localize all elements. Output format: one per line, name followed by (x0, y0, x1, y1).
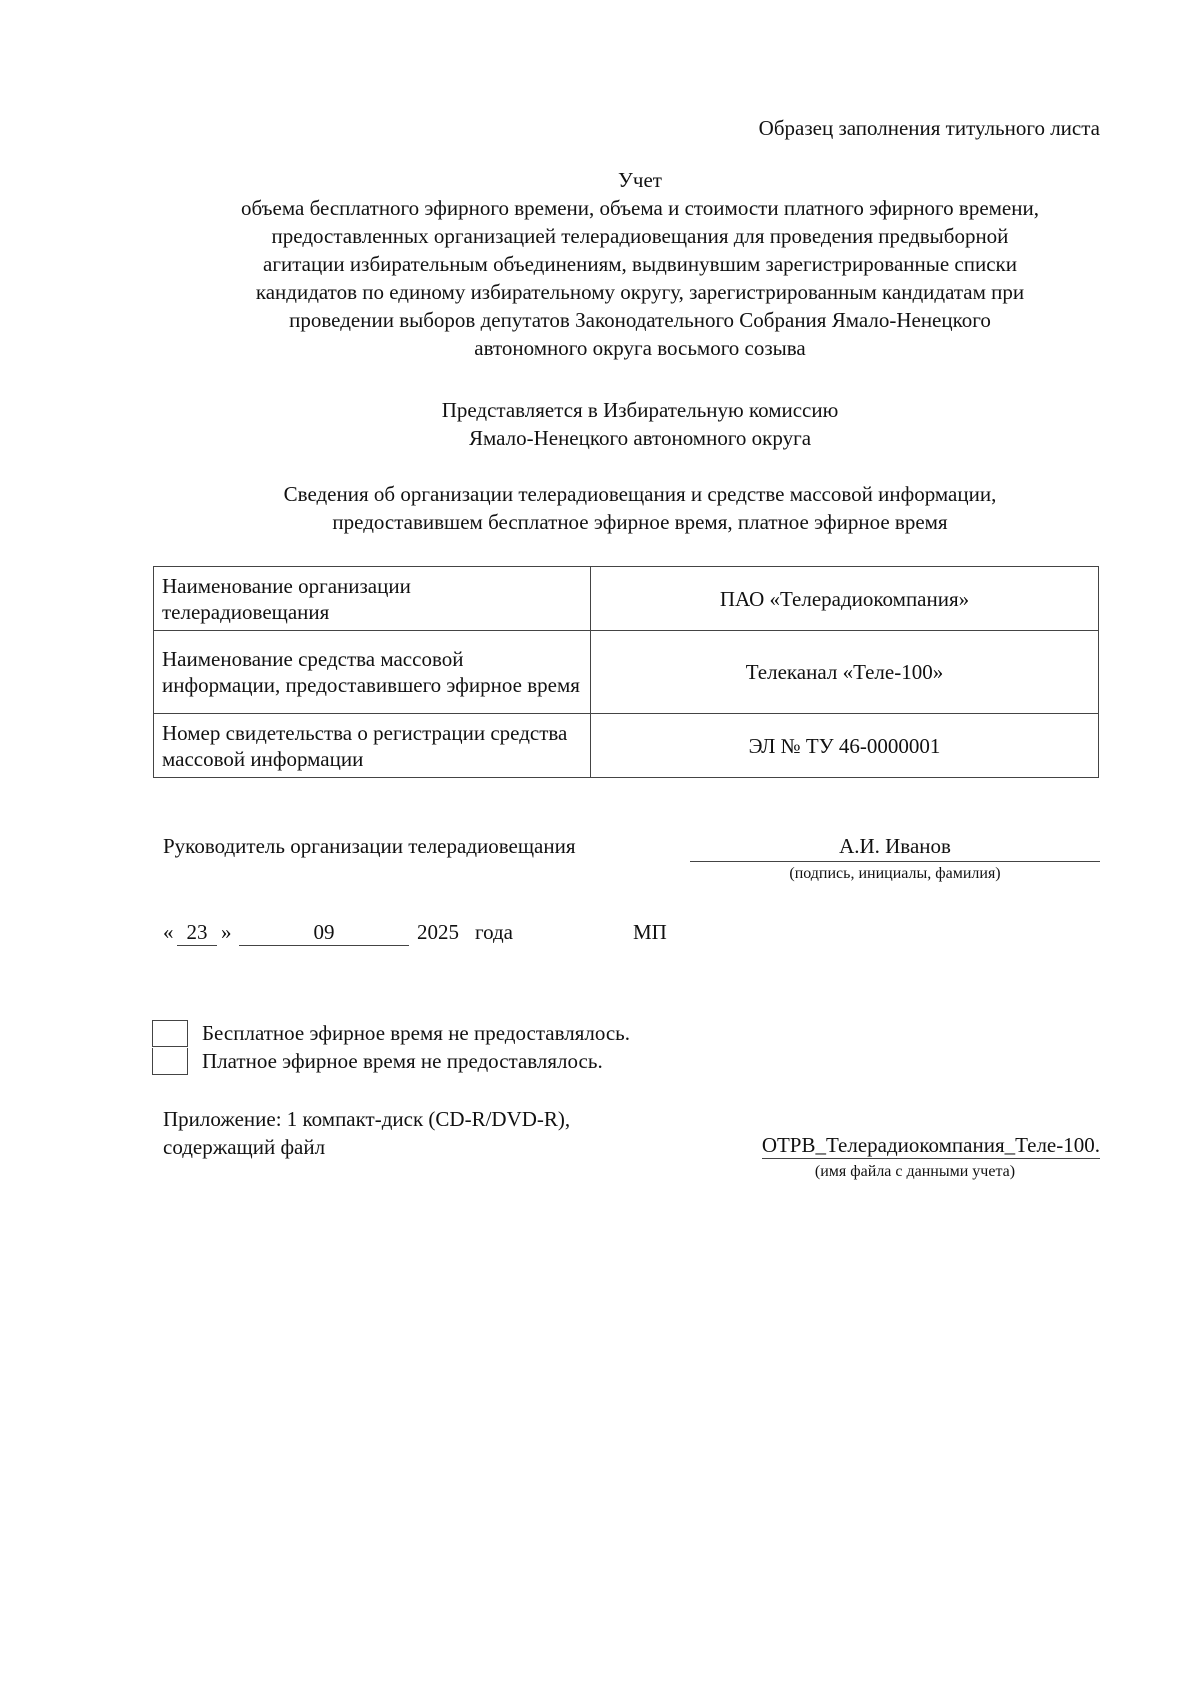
table-label-cell: Номер свидетельства о регистрации средства массовой информации (154, 714, 591, 778)
table-row (154, 631, 1099, 714)
heading-line: агитации избирательным объединениям, выдвинувшим зарегистрированные списки (263, 252, 1017, 276)
head-signature-name: А.И. Иванов (690, 834, 1100, 862)
date-open-quote: « (163, 920, 174, 944)
info-heading-line: предоставившем бесплатное эфирное время, платное эфирное время (332, 510, 948, 534)
heading-line: предоставленных организацией телерадиовещания для проведения предвыборной (271, 224, 1009, 248)
head-signature-label: Руководитель организации телерадиовещания (163, 834, 576, 858)
head-signature-caption: (подпись, инициалы, фамилия) (789, 865, 1001, 882)
file-name-caption: (имя файла с данными учета) (814, 1163, 1016, 1180)
table-row (154, 714, 1099, 778)
info-table (153, 566, 1099, 778)
free-airtime-checkbox[interactable] (152, 1020, 188, 1047)
appendix-line: содержащий файл (163, 1135, 326, 1159)
table-row (154, 567, 1099, 631)
heading-line: кандидатов по единому избирательному округу, зарегистрированным кандидатам при (255, 280, 1025, 304)
file-name-text: ОТРВ_Телерадиокомпания_Теле-100. (761, 1133, 1100, 1157)
table-value-cell: ПАО «Телерадиокомпания» (591, 567, 1099, 631)
date-month: 09 (239, 920, 409, 946)
sample-title: Образец заполнения титульного листа (758, 116, 1100, 140)
submitted-line: Ямало-Ненецкого автономного округа (468, 426, 812, 450)
stamp-place: МП (633, 920, 667, 944)
date-day: 23 (177, 920, 217, 946)
checkbox-label: Платное эфирное время не предоставлялось. (202, 1049, 603, 1073)
date-close-quote: » (221, 920, 232, 944)
main-heading (160, 166, 1120, 362)
heading-line: автономного округа восьмого созыва (474, 336, 806, 360)
table-value-cell: Телеканал «Теле-100» (591, 631, 1099, 714)
date-year-suffix: года (475, 920, 513, 944)
heading-title: Учет (618, 168, 662, 192)
table-label-cell: Наименование организации телерадиовещания (154, 567, 591, 631)
date-year: 2025 (417, 920, 459, 944)
submitted-line: Представляется в Избирательную комиссию (441, 398, 839, 422)
checkbox-label: Бесплатное эфирное время не предоставлялось. (202, 1021, 630, 1045)
info-heading-line: Сведения об организации телерадиовещания и средстве массовой информации, (283, 482, 997, 506)
info-heading (160, 480, 1120, 536)
table-label-cell: Наименование средства массовой информации, предоставившего эфирное время (154, 631, 591, 714)
appendix (163, 1105, 570, 1161)
table-value-cell: ЭЛ № ТУ 46-0000001 (591, 714, 1099, 778)
heading-line: проведении выборов депутатов Законодательного Собрания Ямало-Ненецкого (289, 308, 991, 332)
paid-airtime-checkbox[interactable] (152, 1048, 188, 1075)
heading-line: объема бесплатного эфирного времени, объема и стоимости платного эфирного времени, (241, 196, 1039, 220)
appendix-line: Приложение: 1 компакт-диск (CD-R/DVD-R), (163, 1107, 571, 1131)
appendix-file-name (690, 1133, 1100, 1158)
submitted-to (260, 396, 1020, 452)
